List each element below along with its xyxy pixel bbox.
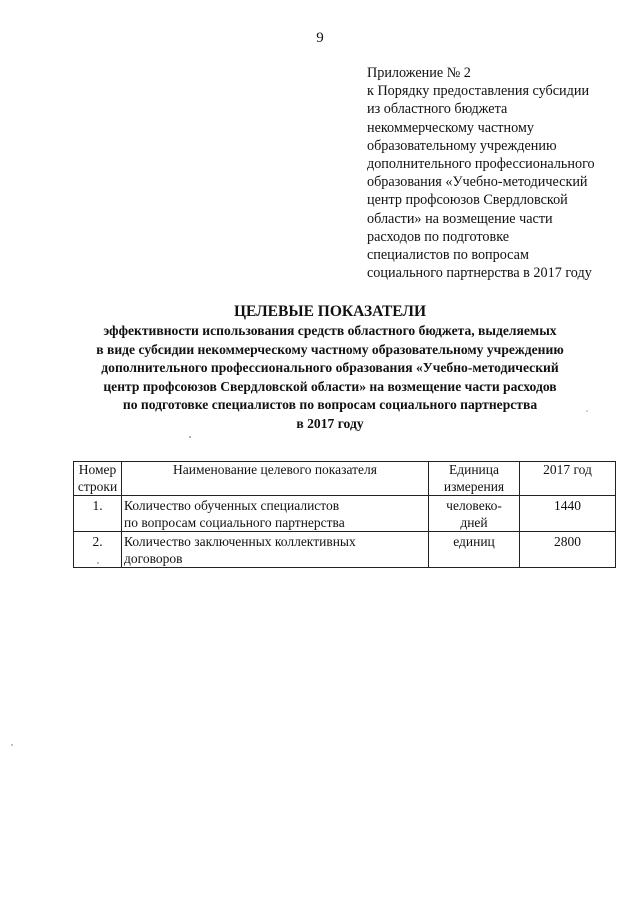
header-year-cell bbox=[520, 462, 616, 496]
appendix-line: центр профсоюзов Свердловской bbox=[367, 192, 568, 209]
row-unit-cell bbox=[429, 532, 520, 568]
header-unit-line: Единица bbox=[448, 462, 499, 477]
header-name-text: Наименование целевого показателя bbox=[173, 462, 377, 477]
row-name-line: договоров bbox=[124, 550, 183, 566]
heading-line: дополнительного профессионального образования «Учебно-методический bbox=[101, 360, 559, 376]
header-unit-line: измерения bbox=[443, 478, 505, 494]
document-heading bbox=[60, 301, 600, 434]
appendix-line: образовательному учреждению bbox=[367, 137, 557, 154]
header-unit-cell bbox=[429, 462, 520, 496]
appendix-line: области» на возмещение части bbox=[367, 210, 553, 227]
row-number: 1. bbox=[92, 498, 103, 513]
heading-line: в 2017 году bbox=[296, 415, 364, 431]
appendix-line: к Порядку предоставления субсидии bbox=[367, 83, 590, 100]
row-name-cell bbox=[122, 496, 429, 532]
heading-line: центр профсоюзов Свердловской области» на возмещение части расходов bbox=[103, 378, 557, 394]
heading-line: в виде субсидии некоммерческому частному образовательному учреждению bbox=[96, 341, 564, 357]
appendix-line: Приложение № 2 bbox=[367, 65, 471, 81]
indicators-table bbox=[73, 461, 616, 568]
row-name-line: Количество обученных специалистов bbox=[124, 498, 340, 513]
row-number: 2. bbox=[92, 534, 103, 549]
header-year-text: 2017 год bbox=[543, 462, 592, 477]
row-unit-cell bbox=[429, 496, 520, 532]
row-unit-line: дней bbox=[460, 514, 488, 530]
table-row bbox=[74, 532, 616, 568]
page-number: 9 bbox=[316, 30, 324, 46]
appendix-line: расходов по подготовке bbox=[367, 228, 510, 245]
row-value: 2800 bbox=[554, 534, 581, 549]
heading-title: ЦЕЛЕВЫЕ ПОКАЗАТЕЛИ bbox=[233, 303, 427, 320]
row-value-cell bbox=[520, 496, 616, 532]
row-unit-line: единиц bbox=[453, 534, 495, 549]
row-number-cell bbox=[74, 532, 122, 568]
appendix-line: из областного бюджета bbox=[367, 101, 508, 118]
row-name-cell bbox=[122, 532, 429, 568]
row-number-cell bbox=[74, 496, 122, 532]
row-unit-line: человеко- bbox=[446, 498, 502, 513]
table-row bbox=[74, 496, 616, 532]
header-number-line: строки bbox=[77, 478, 118, 494]
appendix-line: социального партнерства в 2017 году bbox=[367, 265, 592, 282]
scan-speck bbox=[11, 744, 12, 745]
appendix-line: дополнительного профессионального bbox=[367, 156, 595, 173]
appendix-line: специалистов по вопросам bbox=[367, 247, 529, 264]
row-name-line: по вопросам социального партнерства bbox=[124, 514, 345, 530]
table-header-row bbox=[74, 462, 616, 496]
header-number-cell bbox=[74, 462, 122, 496]
header-name-cell bbox=[122, 462, 429, 496]
scan-speck bbox=[189, 436, 191, 438]
row-name-line: Количество заключенных коллективных bbox=[124, 534, 356, 549]
heading-line: эффективности использования средств областного бюджета, выделяемых bbox=[103, 323, 557, 338]
heading-line: по подготовке специалистов по вопросам социального партнерства bbox=[122, 397, 538, 413]
appendix-line: образования «Учебно-методический bbox=[367, 174, 588, 191]
row-value-cell bbox=[520, 532, 616, 568]
appendix-line: некоммерческому частному bbox=[367, 119, 534, 136]
appendix-block bbox=[367, 64, 632, 282]
row-value: 1440 bbox=[554, 498, 581, 513]
header-number-line: Номер bbox=[78, 462, 117, 477]
